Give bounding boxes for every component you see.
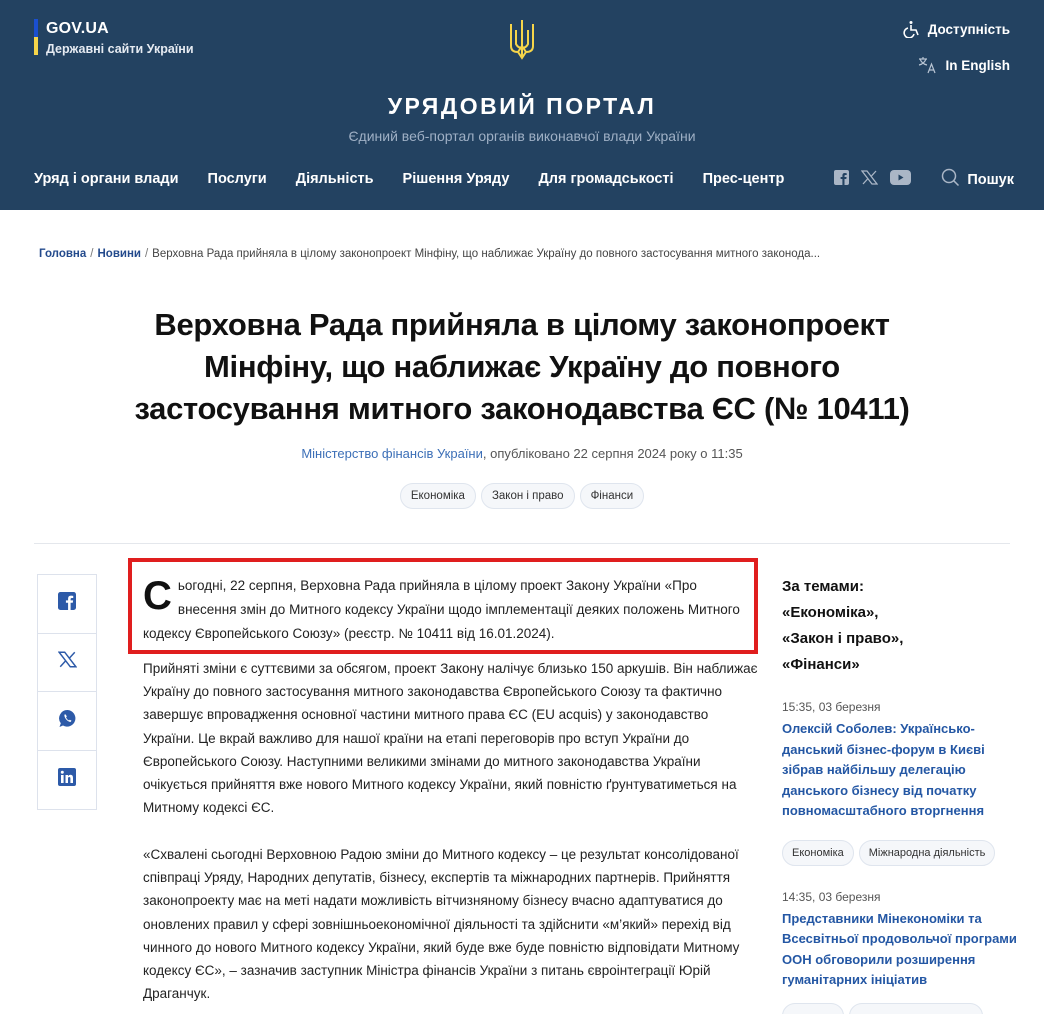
govua-brand[interactable]: [34, 18, 194, 58]
linkedin-icon: [58, 768, 76, 791]
nav-services[interactable]: Послуги: [207, 171, 267, 187]
breadcrumb-separator: /: [90, 248, 94, 260]
accessibility-label: Доступність: [927, 21, 1010, 37]
x-icon[interactable]: [861, 170, 878, 190]
facebook-icon[interactable]: [834, 170, 849, 190]
article-tags: [0, 483, 1044, 509]
breadcrumb: [39, 248, 820, 260]
topic-economy: «Економіка»,: [782, 604, 879, 621]
nav-public[interactable]: Для громадськості: [538, 171, 674, 187]
portal-subtitle: Єдиний веб-портал органів виконавчої влади України: [348, 128, 696, 144]
govua-subtitle: Державні сайти України: [46, 42, 194, 56]
site-header: [0, 0, 1044, 210]
translate-icon: [918, 56, 938, 74]
facebook-icon: [58, 592, 76, 615]
news-title-link[interactable]: Представники Мінекономіки та Всесвітньої продовольчої програми ООН обговорили розширення гуманітарних ініціатив: [782, 910, 1017, 987]
topic-finance: «Фінанси»: [782, 656, 860, 673]
tag-finance[interactable]: Фінанси: [580, 483, 645, 509]
article-lead: [143, 574, 743, 646]
article-meta: [0, 446, 1044, 461]
wheelchair-icon: [903, 20, 921, 38]
dropcap: С: [143, 574, 172, 618]
share-panel: [37, 574, 97, 810]
tag-economy[interactable]: Економіка: [400, 483, 476, 509]
article-paragraph: «Схвалені сьогодні Верховною Радою зміни до Митного кодексу – це результат консолідованої співпраці Уряду, Народних депутатів, бізнесу, експертів та міжнародних партнерів. Прийняття законопроекту має на меті надати можливість вітчизняному бізнесу вчасно адаптуватися до оновлених правил у сфері зовнішньоекономічної діяльності та здійснити «м’який» перехід від чинного до нового Митного кодексу України, який буде вже буде повністю відповідати Митному кодексу ЄС», – зазначив заступник Міністра фінансів України з питань євроінтеграції Юрій Драганчук.: [143, 847, 740, 1002]
topic-law: «Закон і право»,: [782, 630, 904, 647]
flag-bar: [34, 19, 38, 55]
language-label: In English: [945, 57, 1010, 73]
divider: [34, 543, 1010, 544]
social-links: [834, 170, 911, 190]
news-tags: [782, 840, 1022, 866]
topics-heading-block: [782, 574, 1022, 678]
breadcrumb-current: Верховна Рада прийняла в цілому законопроект Мінфіну, що наближає Україну до повного застосування митного законода...: [152, 248, 821, 260]
search-label: Пошук: [967, 171, 1014, 188]
news-tag[interactable]: Міжнародна діяльність: [859, 840, 996, 866]
news-tag-placeholder[interactable]: [849, 1003, 983, 1014]
share-facebook[interactable]: [38, 575, 96, 634]
breadcrumb-news[interactable]: Новини: [97, 248, 141, 260]
trident-icon[interactable]: [508, 18, 536, 62]
breadcrumb-home[interactable]: Головна: [39, 248, 87, 260]
news-time: 15:35, 03 березня: [782, 700, 881, 714]
accessibility-button[interactable]: [903, 20, 1010, 38]
topics-heading: За темами:: [782, 578, 864, 595]
whatsapp-icon: [58, 709, 77, 733]
nav-government[interactable]: Уряд і органи влади: [34, 171, 179, 187]
news-item: [782, 698, 1022, 866]
news-tag[interactable]: Економіка: [782, 840, 854, 866]
nav-press[interactable]: Прес-центр: [702, 171, 785, 187]
article-source-link[interactable]: Міністерство фінансів України: [301, 446, 483, 461]
news-time: 14:35, 03 березня: [782, 889, 881, 904]
news-tags: [782, 1003, 1022, 1014]
article-title: Верховна Рада прийняла в цілому законопроект Мінфіну, що наближає Україну до повного застосування митного законодавства ЄС (№ 10411): [134, 307, 910, 426]
search-button[interactable]: [941, 168, 1014, 191]
article-paragraph: Прийняті зміни є суттєвими за обсягом, проект Закону налічує близько 150 аркушів. Він наближає Україну до повного застосування митного законодавства Європейського Союзу та фактично завершує впровадження основної частини митного права ЄС (EU acquis) у законодавство України. Це вкрай важливо для нашої країни на етапі переговорів про вступ України до Європейського Союзу. Наступними великими змінами до митного законодавства України очікується прийняття вже нового Митного кодексу України, який повністю ґрунтуватиметься на Митному кодексі ЄС.: [143, 661, 758, 816]
language-switch[interactable]: [918, 56, 1010, 74]
share-linkedin[interactable]: [38, 751, 96, 810]
news-tag-placeholder[interactable]: [782, 1003, 844, 1014]
lead-text: ьогодні, 22 серпня, Верховна Рада прийняла в цілому проект Закону України «Про внесення змін до Митного кодексу України щодо імплементації деяких положень Митного кодексу Європейського Союзу» (реєстр. № 10411 від 16.01.2024).: [143, 578, 740, 641]
nav-decisions[interactable]: Рішення Уряду: [402, 171, 510, 187]
news-title-link[interactable]: Олексій Соболев: Українсько-данський бізнес-форум в Києві зібрав найбільшу делегацію данського бізнесу від початку повномасштабного вторгнення: [782, 721, 985, 818]
nav-activity[interactable]: Діяльність: [295, 171, 374, 187]
tag-law[interactable]: Закон і право: [481, 483, 575, 509]
news-item: [782, 888, 1022, 1014]
main-nav: [34, 171, 813, 187]
portal-title[interactable]: УРЯДОВИЙ ПОРТАЛ: [387, 93, 657, 119]
youtube-icon[interactable]: [890, 170, 911, 190]
search-icon: [941, 168, 960, 191]
related-sidebar: [782, 574, 1022, 1014]
share-whatsapp[interactable]: [38, 692, 96, 751]
breadcrumb-separator: /: [144, 248, 149, 260]
x-icon: [58, 651, 77, 673]
govua-title: GOV.UA: [46, 20, 109, 37]
share-x[interactable]: [38, 634, 96, 693]
article-published: , опубліковано 22 серпня 2024 року о 11:35: [482, 446, 743, 461]
